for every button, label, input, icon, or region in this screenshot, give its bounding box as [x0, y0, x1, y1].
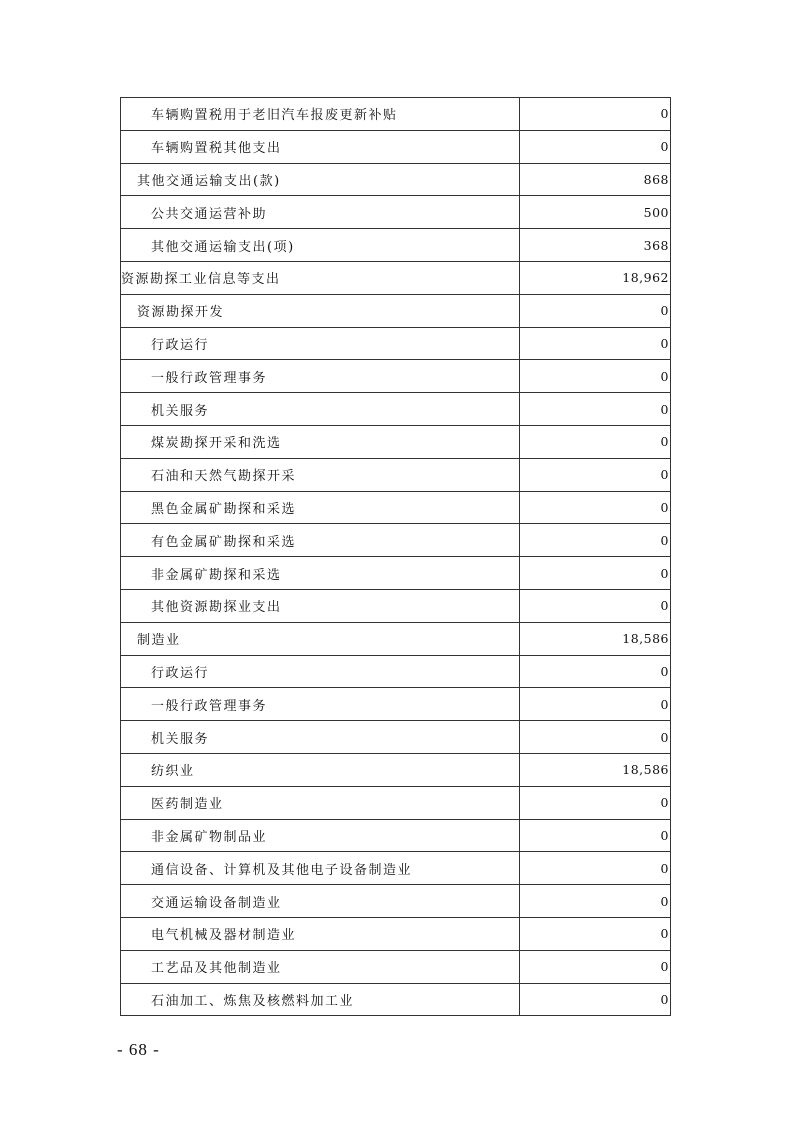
- row-label: 医药制造业: [121, 786, 520, 819]
- budget-expenditure-table: [120, 97, 671, 1016]
- table-row: [121, 852, 671, 885]
- row-amount: 0: [520, 786, 671, 819]
- row-label: 制造业: [121, 622, 520, 655]
- row-amount: 0: [520, 458, 671, 491]
- row-amount: 368: [520, 229, 671, 262]
- row-amount: 0: [520, 852, 671, 885]
- row-label: 有色金属矿勘探和采选: [121, 524, 520, 557]
- row-amount: 0: [520, 721, 671, 754]
- table-row: [121, 491, 671, 524]
- table-row: [121, 327, 671, 360]
- row-label: 纺织业: [121, 753, 520, 786]
- row-amount: 0: [520, 393, 671, 426]
- row-label: 黑色金属矿勘探和采选: [121, 491, 520, 524]
- row-amount: 0: [520, 819, 671, 852]
- row-label: 其他交通运输支出(款): [121, 163, 520, 196]
- page-number: - 68 -: [117, 1040, 160, 1059]
- row-amount: 868: [520, 163, 671, 196]
- row-amount: 0: [520, 983, 671, 1016]
- row-label: 一般行政管理事务: [121, 360, 520, 393]
- table-row: [121, 622, 671, 655]
- row-label: 机关服务: [121, 393, 520, 426]
- table-row: [121, 524, 671, 557]
- table-row: [121, 130, 671, 163]
- row-amount: 0: [520, 294, 671, 327]
- row-label: 工艺品及其他制造业: [121, 950, 520, 983]
- row-label: 通信设备、计算机及其他电子设备制造业: [121, 852, 520, 885]
- row-amount: 0: [520, 360, 671, 393]
- row-amount: 500: [520, 196, 671, 229]
- table-row: [121, 753, 671, 786]
- table-row: [121, 196, 671, 229]
- row-amount: 0: [520, 655, 671, 688]
- row-amount: 0: [520, 885, 671, 918]
- table-row: [121, 98, 671, 131]
- row-label: 石油和天然气勘探开采: [121, 458, 520, 491]
- table-row: [121, 589, 671, 622]
- row-amount: 18,586: [520, 622, 671, 655]
- row-amount: 0: [520, 917, 671, 950]
- table-row: [121, 721, 671, 754]
- row-label: 行政运行: [121, 327, 520, 360]
- row-label: 非金属矿勘探和采选: [121, 557, 520, 590]
- row-label: 资源勘探工业信息等支出: [121, 261, 520, 294]
- table-row: [121, 294, 671, 327]
- row-amount: 0: [520, 327, 671, 360]
- row-label: 电气机械及器材制造业: [121, 917, 520, 950]
- row-amount: 0: [520, 950, 671, 983]
- row-amount: 0: [520, 589, 671, 622]
- table-row: [121, 229, 671, 262]
- row-label: 煤炭勘探开采和洗选: [121, 425, 520, 458]
- row-label: 交通运输设备制造业: [121, 885, 520, 918]
- table-row: [121, 458, 671, 491]
- row-label: 其他交通运输支出(项): [121, 229, 520, 262]
- row-label: 石油加工、炼焦及核燃料加工业: [121, 983, 520, 1016]
- table-row: [121, 688, 671, 721]
- table-row: [121, 950, 671, 983]
- row-amount: 0: [520, 425, 671, 458]
- row-label: 机关服务: [121, 721, 520, 754]
- row-amount: 0: [520, 491, 671, 524]
- row-label: 一般行政管理事务: [121, 688, 520, 721]
- row-amount: 0: [520, 130, 671, 163]
- row-amount: 0: [520, 524, 671, 557]
- row-label: 其他资源勘探业支出: [121, 589, 520, 622]
- row-amount: 0: [520, 98, 671, 131]
- table-row: [121, 163, 671, 196]
- table-row: [121, 885, 671, 918]
- row-label: 车辆购置税其他支出: [121, 130, 520, 163]
- row-label: 公共交通运营补助: [121, 196, 520, 229]
- table-body: [121, 98, 671, 1016]
- table-row: [121, 655, 671, 688]
- table-row: [121, 786, 671, 819]
- row-label: 行政运行: [121, 655, 520, 688]
- row-amount: 0: [520, 557, 671, 590]
- table-row: [121, 917, 671, 950]
- table-row: [121, 983, 671, 1016]
- row-label: 非金属矿物制品业: [121, 819, 520, 852]
- table-row: [121, 425, 671, 458]
- row-amount: 18,586: [520, 753, 671, 786]
- row-label: 资源勘探开发: [121, 294, 520, 327]
- row-amount: 0: [520, 688, 671, 721]
- table-row: [121, 261, 671, 294]
- row-amount: 18,962: [520, 261, 671, 294]
- table-row: [121, 557, 671, 590]
- row-label: 车辆购置税用于老旧汽车报废更新补贴: [121, 98, 520, 131]
- table-row: [121, 393, 671, 426]
- table-row: [121, 819, 671, 852]
- table-row: [121, 360, 671, 393]
